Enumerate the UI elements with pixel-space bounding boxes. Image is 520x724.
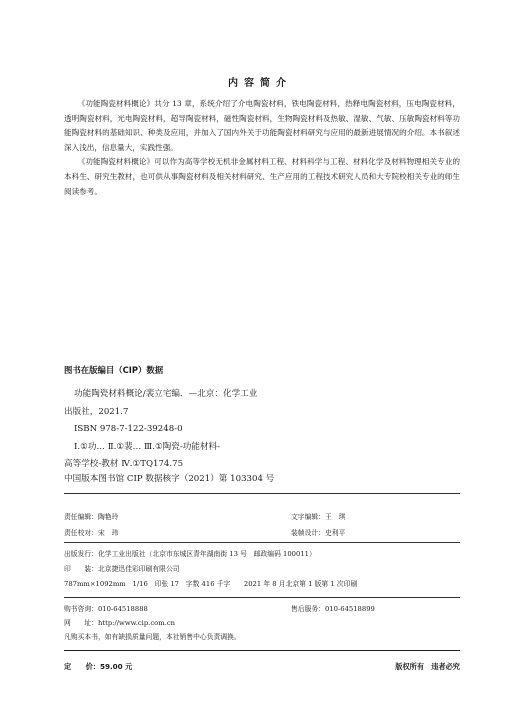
cip-classification-2: 高等学校-教材 Ⅳ.①TQ174.75 [64,459,184,470]
responsible-editor: 责任编辑：陶艳玲 [64,513,119,521]
cip-classification-1: Ⅰ.①功… Ⅱ.①裴… Ⅲ.①陶瓷-功能材料- [74,441,221,452]
cover-designer: 装帧设计：史利平 [291,529,346,537]
cip-record [64,386,304,474]
divider-middle-1 [64,542,460,543]
cip-isbn: ISBN 978-7-122-39248-0 [74,424,183,435]
proofreader: 责任校对：宋 玮 [64,529,119,537]
copyright-notice: 版权所有 违者必究 [395,662,460,671]
cip-heading: 图书在版编目（CIP）数据 [64,365,164,375]
cip-line-2: 出版社，2021.7 [64,406,129,417]
divider-top [64,493,460,494]
price: 定 价：59.00 元 [64,662,133,671]
cip-line-1: 功能陶瓷材料概论/裴立宅编．—北京：化学工业 [74,389,258,399]
replacement-notice: 凡购买本书，如有缺损质量问题，本社销售中心负责调换。 [64,633,241,641]
after-sales-hotline: 售后服务：010-64518899 [291,605,375,613]
summary-title: 内容简介 [228,78,292,89]
website-info: 网 址：http://www.cip.com.cn [64,619,176,627]
summary-paragraph-1: 《功能陶瓷材料概论》共分 13 章，系统介绍了介电陶瓷材料，铁电陶瓷材料，热释电陶瓷材料，压电陶瓷材料，透明陶瓷材料，光电陶瓷材料，超导陶瓷材料，磁性陶瓷材料，生物陶瓷材料及热敏、湿敏、气敏、压敏陶瓷材料等功能陶瓷材料的基础知识、种类及应用，并加入了国内外关于功能陶瓷材料研究与应用的最新进展情况的介绍。本书叙述深入浅出，信息量大，实践性强。 [64,99,460,152]
contacts-block [64,603,460,645]
summary-body [64,97,460,199]
summary-paragraph-2: 《功能陶瓷材料概论》可以作为高等学校无机非金属材料工程、材料科学与工程、材料化学及材料物理相关专业的本科生、研究生教材，也可供从事陶瓷材料及相关材料研究、生产应用的工程技术研究人员和大专院校相关专业的师生阅读参考。 [64,157,460,196]
credits-block [64,511,460,543]
divider-bottom [64,650,460,651]
text-editor: 文字编辑：王 琪 [291,513,346,521]
publishing-block [64,548,460,593]
format-info: 787mm×1092mm 1/16 印张 17 字数 416 千字 2021 年 8 月北京第 1 版第 1 次印刷 [64,580,358,588]
purchase-hotline: 购书咨询：010-64518888 [64,605,148,613]
publisher-info: 出版发行：化学工业出版社（北京市东城区青年湖南街 13 号 邮政编码 100011） [64,550,316,558]
printer-info: 印 装：北京捷迅佳彩印刷有限公司 [64,565,180,573]
divider-middle-2 [64,597,460,598]
cip-record-number: 中国版本图书馆 CIP 数据核字（2021）第 103304 号 [64,474,275,484]
